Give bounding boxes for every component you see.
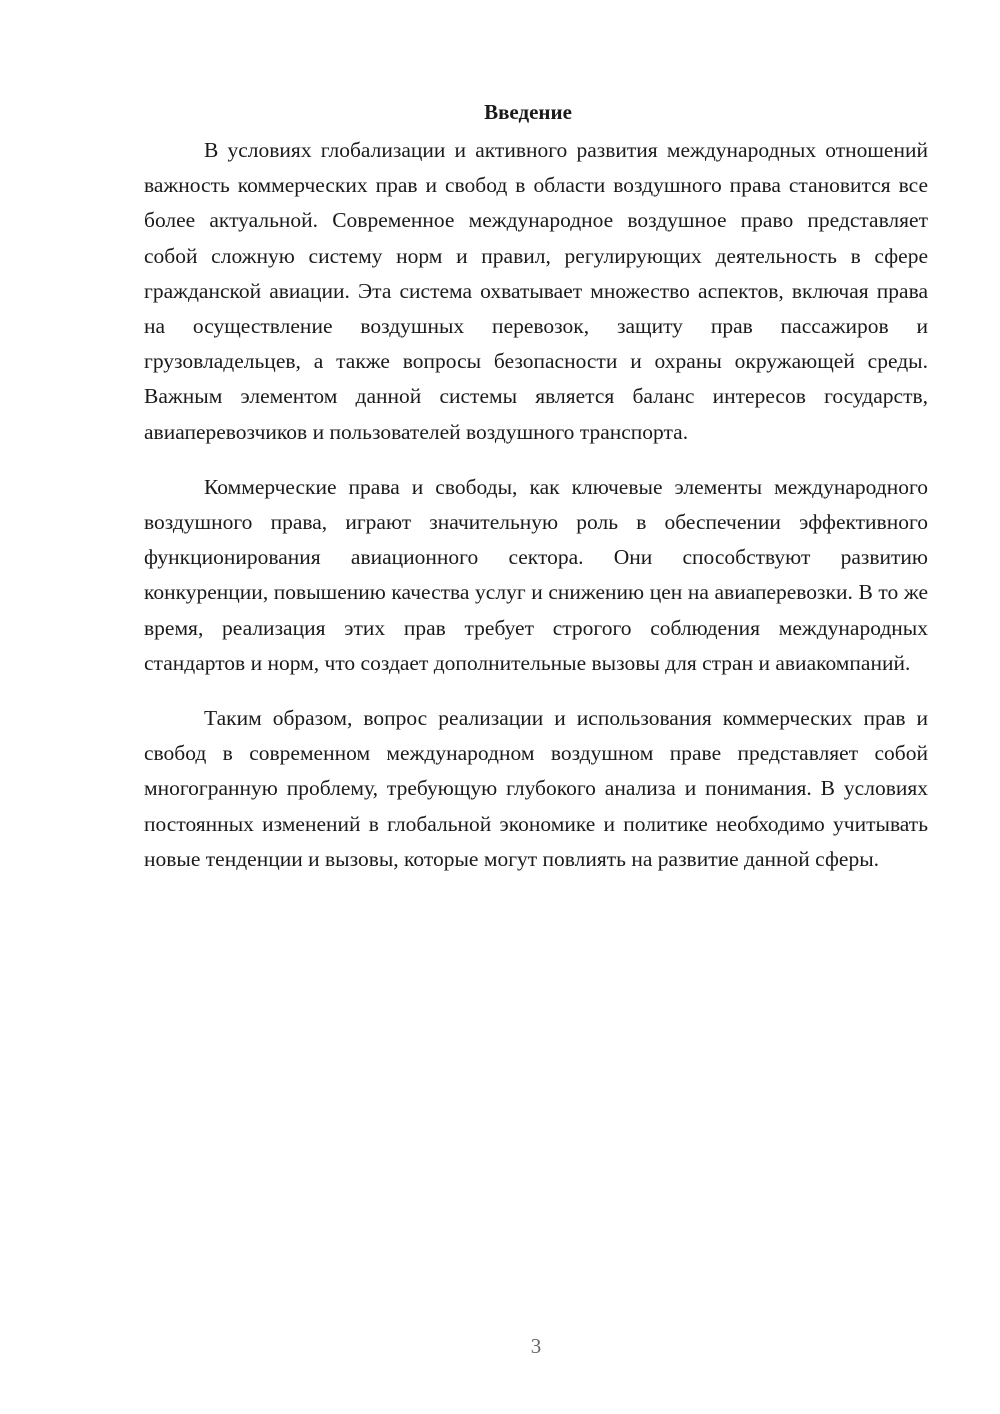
page-number: 3 (530, 1334, 542, 1358)
paragraph-1: В условиях глобализации и активного развития международных отношений важность коммерческих прав и свобод в области воздушного права становится все более актуальной. Современное международное воздушное право представляет собой сложную систему норм и правил, регулирующих деятельность в сфере гражданской авиации. Эта система охватывает множество аспектов, включая права на осуществление воздушных перевозок, защиту прав пассажиров и грузовладельцев, а также вопросы безопасности и охраны окружающей среды. Важным элементом данной системы является баланс интересов государств, авиаперевозчиков и пользователей воздушного транспорта. (144, 138, 928, 444)
paragraph-3: Таким образом, вопрос реализации и использования коммерческих прав и свобод в современном международном воздушном праве представляет собой многогранную проблему, требующую глубокого анализа и понимания. В условиях постоянных изменений в глобальной экономике и политике необходимо учитывать новые тенденции и вызовы, которые могут повлиять на развитие данной сферы. (144, 706, 928, 871)
paragraph-2: Коммерческие права и свободы, как ключевые элементы международного воздушного права, играют значительную роль в обеспечении эффективного функционирования авиационного сектора. Они способствуют развитию конкуренции, повышению качества услуг и снижению цен на авиаперевозки. В то же время, реализация этих прав требует строгого соблюдения международных стандартов и норм, что создает дополнительные вызовы для стран и авиакомпаний. (144, 474, 928, 675)
page-content (144, 97, 928, 897)
section-title: Введение (484, 100, 572, 124)
